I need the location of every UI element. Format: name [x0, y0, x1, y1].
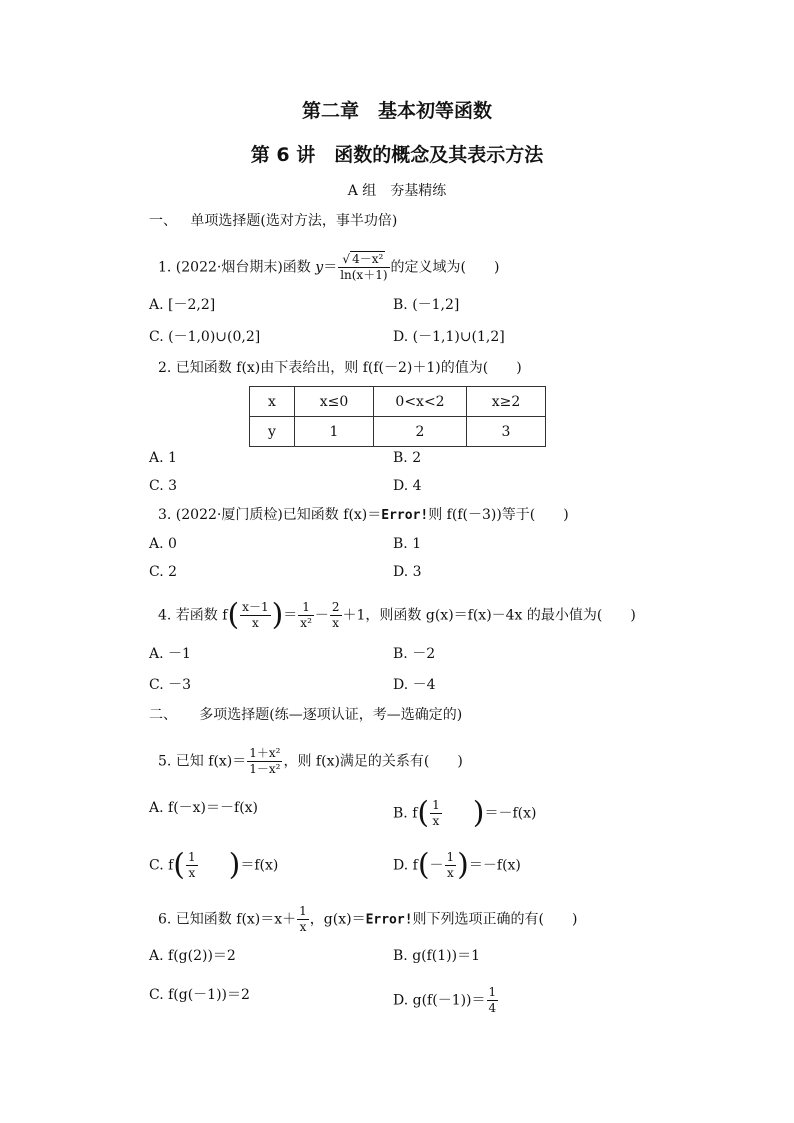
- q2-table-row-x: [250, 387, 546, 417]
- q6-mid: ，g(x)＝: [309, 911, 366, 928]
- question-4: [158, 597, 636, 633]
- q4-option-c[interactable]: C. －3: [149, 677, 192, 693]
- q6-option-c[interactable]: C. f(g(－1))＝2: [149, 987, 250, 1003]
- q2-option-a[interactable]: A. 1: [149, 450, 177, 466]
- q4-f1-num: 1: [298, 600, 314, 616]
- q6-num: 1: [299, 904, 307, 918]
- q4-fraction-1: [298, 600, 314, 631]
- q2-cell: 0<x<2: [374, 387, 467, 417]
- section-1-heading: [149, 211, 397, 231]
- q5-d-den: x: [446, 866, 454, 880]
- q3-option-c[interactable]: C. 2: [149, 564, 178, 580]
- q5-d-post: ＝－f(x): [468, 857, 521, 874]
- q4-minus: －: [314, 607, 329, 624]
- q2-cell: x≥2: [467, 387, 546, 417]
- q5-den: 1－x²: [249, 762, 281, 776]
- q6-d-den: 4: [488, 1001, 497, 1015]
- section-2-number: 二、: [149, 707, 177, 723]
- question-1: [158, 252, 499, 283]
- question-5: [158, 746, 463, 777]
- question-6: [158, 904, 577, 935]
- q5-c-pre: C. f: [149, 857, 174, 874]
- q4-option-b[interactable]: B. －2: [393, 646, 436, 662]
- group-title: A 组 夯基精练: [347, 183, 447, 199]
- q2-option-d[interactable]: D. 4: [393, 478, 422, 494]
- paren-left: (: [173, 847, 186, 883]
- q1-option-d[interactable]: D. (－1,1)∪(1,2]: [393, 329, 505, 345]
- q6-d-num: 1: [488, 985, 497, 999]
- q4-arg-fraction: [240, 600, 270, 631]
- q4-left-paren: (: [227, 597, 240, 633]
- q3-option-a[interactable]: A. 0: [149, 536, 177, 552]
- q3-option-b[interactable]: B. 1: [393, 536, 422, 552]
- q4-eq: ＝: [283, 607, 298, 624]
- section-2-title: 多项选择题(练—逐项认证，考—选确定的): [199, 707, 463, 723]
- q5-d-pre: D. f: [393, 857, 418, 874]
- q4-prefix: 4. 若函数 f: [158, 607, 228, 624]
- question-3: [158, 505, 569, 526]
- q1-var: y: [315, 259, 324, 276]
- q3-error: Error!: [381, 508, 429, 523]
- q5-suffix: ，则 f(x)满足的关系有( ): [283, 753, 463, 770]
- q3-option-d[interactable]: D. 3: [393, 564, 422, 580]
- q2-option-b[interactable]: B. 2: [393, 450, 422, 466]
- section-1-number: 一、: [149, 213, 177, 229]
- q4-option-a[interactable]: A. －1: [149, 646, 191, 662]
- q1-option-b[interactable]: B. (－1,2]: [393, 297, 460, 313]
- q2-table-row-y: [250, 417, 546, 447]
- q6-d-pre: D. g(f(－1))＝: [393, 992, 486, 1009]
- q3-prefix: 3. (2022·厦门质检)已知函数 f(x)＝: [158, 507, 382, 523]
- lecture-title: 第 6 讲 函数的概念及其表示方法: [250, 144, 544, 166]
- q1-numerator: 4－x²: [352, 252, 384, 266]
- paren-left: (: [417, 847, 430, 883]
- q5-c-fraction: [186, 850, 198, 881]
- q5-b-post: ＝－f(x): [484, 805, 537, 822]
- q6-d-fraction: [487, 985, 499, 1016]
- q2-cell: 1: [295, 417, 374, 447]
- q5-b-num: 1: [432, 798, 440, 812]
- q1-suffix: 的定义域为( ): [390, 259, 500, 276]
- q6-option-d[interactable]: [393, 985, 499, 1016]
- q4-option-d[interactable]: D. －4: [393, 677, 436, 693]
- section-2-heading: [149, 705, 462, 725]
- q5-b-fraction: [430, 798, 442, 829]
- q6-option-a[interactable]: A. f(g(2))＝2: [149, 948, 236, 964]
- q4-rest: ＋1，则函数 g(x)＝f(x)－4x 的最小值为( ): [342, 607, 636, 624]
- q5-d-num: 1: [446, 850, 455, 864]
- q5-b-den: x: [432, 814, 440, 828]
- q6-option-b[interactable]: B. g(f(1))＝1: [393, 948, 480, 964]
- section-1-title: 单项选择题(选对方法，事半功倍): [190, 213, 398, 229]
- q5-b-pre: B. f: [393, 805, 418, 822]
- q2-option-c[interactable]: C. 3: [149, 478, 178, 494]
- q3-suffix: 则 f(f(－3))等于( ): [428, 507, 569, 523]
- q1-option-a[interactable]: A. [－2,2]: [149, 297, 216, 313]
- q1-prefix: 1. (2022·烟台期末)函数: [158, 259, 316, 276]
- chapter-title: 第二章 基本初等函数: [301, 100, 492, 122]
- q5-option-c[interactable]: [149, 847, 279, 883]
- paren-left: (: [417, 795, 430, 831]
- q4-f2-den: x: [332, 616, 340, 630]
- q2-table: [249, 386, 546, 447]
- q1-denominator: ln(x＋1): [340, 268, 388, 282]
- q4-arg-den: x: [251, 616, 259, 630]
- q6-prefix: 6. 已知函数 f(x)＝x＋: [158, 911, 297, 928]
- q5-c-num: 1: [188, 850, 196, 864]
- q6-fraction: [297, 904, 309, 935]
- q4-right-paren: ): [271, 597, 284, 633]
- paren-right: ): [457, 847, 469, 883]
- q4-fraction-2: [330, 600, 342, 631]
- q1-fraction: [338, 252, 389, 283]
- q6-den: x: [299, 920, 307, 934]
- q2-cell: 2: [374, 417, 467, 447]
- q4-f1-den: x²: [300, 616, 312, 630]
- q5-option-b[interactable]: [393, 795, 537, 831]
- paren-right: ): [228, 847, 241, 883]
- q5-prefix: 5. 已知 f(x)＝: [158, 753, 247, 770]
- q6-error: Error!: [365, 912, 413, 928]
- q6-suffix: 则下列选项正确的有( ): [412, 911, 578, 928]
- q4-arg-num: x－1: [242, 600, 269, 614]
- q5-c-post: ＝f(x): [240, 857, 279, 874]
- question-2: 2. 已知函数 f(x)由下表给出，则 f(f(－2)＋1)的值为( ): [158, 360, 522, 376]
- paren-right: ): [472, 795, 485, 831]
- q5-fraction: [247, 746, 282, 777]
- q5-num: 1＋x²: [249, 746, 281, 760]
- q5-option-d[interactable]: [393, 847, 521, 883]
- q4-f2-num: 2: [331, 600, 340, 614]
- q2-cell: x≤0: [295, 387, 374, 417]
- q1-option-c[interactable]: C. (－1,0)∪(0,2]: [149, 329, 261, 345]
- q5-c-den: x: [188, 866, 196, 880]
- sqrt-sign: √: [342, 252, 351, 266]
- q2-cell: y: [250, 417, 295, 447]
- q2-cell: 3: [467, 417, 546, 447]
- q5-d-fraction: [445, 850, 457, 881]
- q5-d-minus: －: [429, 857, 444, 874]
- q1-eq: ＝: [323, 259, 338, 276]
- q5-option-a[interactable]: A. f(－x)＝－f(x): [149, 800, 259, 816]
- q2-cell: x: [250, 387, 295, 417]
